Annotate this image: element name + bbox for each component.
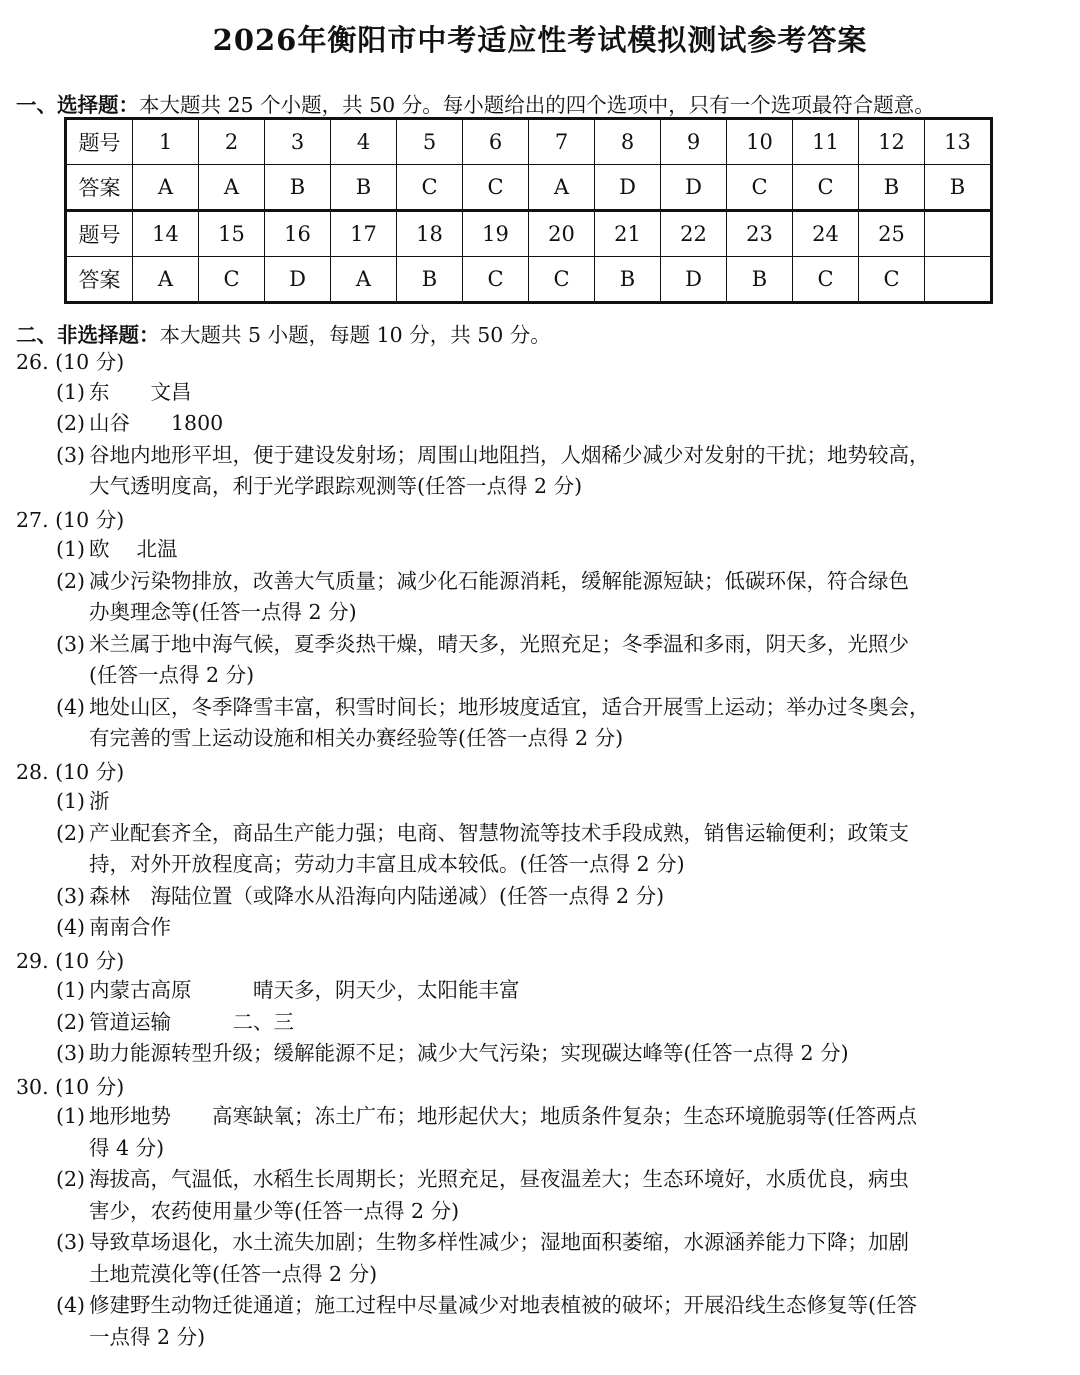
question-number-cell: 21 <box>595 211 661 257</box>
row-header-cell: 答案 <box>66 257 133 303</box>
answer-cell: A <box>133 165 199 211</box>
part-label: (4) <box>56 694 86 719</box>
question-number-cell: 20 <box>529 211 595 257</box>
answer-part <box>56 566 1058 629</box>
part-text: 产业配套齐全，商品生产能力强；电商、智慧物流等技术手段成熟，销售运输便利；政策支 <box>89 820 909 845</box>
part-label: (3) <box>56 883 86 908</box>
question-number-cell: 17 <box>331 211 397 257</box>
answer-cell: C <box>529 257 595 303</box>
answer-row <box>66 165 992 211</box>
part-text: 地形地势 高寒缺氧；冻土广布；地形起伏大；地质条件复杂；生态环境脆弱等(任答两点 <box>89 1104 917 1128</box>
answer-row <box>66 257 992 303</box>
part-label: (3) <box>56 1041 86 1065</box>
answer-cell: D <box>661 257 727 303</box>
question-number: 30. (10 分) <box>16 1074 125 1099</box>
question-number: 27. (10 分) <box>16 507 125 532</box>
question-number-cell: 13 <box>925 119 992 165</box>
answer-part <box>56 1101 1058 1164</box>
answer-part <box>56 692 1058 755</box>
answer-part <box>56 975 1058 1007</box>
part-text: 谷地内地形平坦，便于建设发射场；周围山地阻挡，人烟稀少减少对发射的干扰；地势较高， <box>89 442 930 467</box>
part-text: 欧 北温 <box>89 537 178 561</box>
part-text-continued: 办奥理念等(任答一点得 2 分) <box>89 600 357 624</box>
answer-cell: B <box>331 165 397 211</box>
answer-part <box>56 818 1058 881</box>
part-label: (2) <box>56 820 86 845</box>
part-label: (3) <box>56 1230 86 1254</box>
part-text-continued: (任答一点得 2 分) <box>89 663 255 687</box>
answer-cell: A <box>331 257 397 303</box>
section-2-label: 二、非选择题： <box>16 323 160 347</box>
question-number-cell: 16 <box>265 211 331 257</box>
question-number-cell: 3 <box>265 119 331 165</box>
answer-part <box>56 1038 1058 1070</box>
question-number-cell: 6 <box>463 119 529 165</box>
question-number-cell: 7 <box>529 119 595 165</box>
part-label: (1) <box>56 978 86 1002</box>
question-number-row <box>66 211 992 257</box>
part-text: 管道运输 二、三 <box>89 1009 294 1034</box>
answer-cell: C <box>727 165 793 211</box>
part-text-continued: 大气透明度高，利于光学跟踪观测等(任答一点得 2 分) <box>89 474 583 498</box>
part-label: (4) <box>56 915 86 939</box>
part-text-continued: 有完善的雪上运动设施和相关办赛经验等(任答一点得 2 分) <box>89 726 624 750</box>
answer-part <box>56 440 1058 503</box>
part-text: 森林 海陆位置（或降水从沿海向内陆递减）(任答一点得 2 分) <box>89 883 665 908</box>
answer-part <box>56 786 1058 818</box>
question-number-cell: 10 <box>727 119 793 165</box>
part-label: (2) <box>56 1167 86 1191</box>
row-header-cell: 题号 <box>66 119 133 165</box>
part-label: (1) <box>56 1104 86 1128</box>
part-text: 导致草场退化，水土流失加剧；生物多样性减少；湿地面积萎缩，水源涵养能力下降；加剧 <box>89 1230 909 1254</box>
answer-cell: D <box>265 257 331 303</box>
question-number-cell: 23 <box>727 211 793 257</box>
part-label: (2) <box>56 568 86 593</box>
row-header-cell: 题号 <box>66 211 133 257</box>
answer-part <box>56 912 1058 944</box>
answer-cell: C <box>463 165 529 211</box>
page-title: 2026年衡阳市中考适应性考试模拟测试参考答案 <box>212 23 868 57</box>
question-number-cell <box>925 211 992 257</box>
answer-cell: C <box>793 257 859 303</box>
answer-cell: D <box>661 165 727 211</box>
part-label: (3) <box>56 631 86 656</box>
question-number-cell: 1 <box>133 119 199 165</box>
section-2-description: 本大题共 5 小题，每题 10 分，共 50 分。 <box>159 323 551 347</box>
part-text: 减少污染物排放，改善大气质量；减少化石能源消耗，缓解能源短缺；低碳环保，符合绿色 <box>89 568 909 593</box>
answer-cell: C <box>463 257 529 303</box>
part-label: (1) <box>56 789 86 813</box>
answer-cell <box>925 257 992 303</box>
part-text: 东 文昌 <box>89 379 192 404</box>
part-text-continued: 害少，农药使用量少等(任答一点得 2 分) <box>89 1198 460 1223</box>
question-number-cell: 14 <box>133 211 199 257</box>
question-number-cell: 24 <box>793 211 859 257</box>
question-number-cell: 4 <box>331 119 397 165</box>
answer-cell: B <box>925 165 992 211</box>
question-number: 26. (10 分) <box>16 350 125 374</box>
question-number-cell: 2 <box>199 119 265 165</box>
part-text: 浙 <box>89 789 110 813</box>
part-label: (3) <box>56 442 86 467</box>
answer-cell: B <box>595 257 661 303</box>
multiple-choice-answer-table <box>64 117 993 304</box>
row-header-cell: 答案 <box>66 165 133 211</box>
section-1-heading <box>16 88 935 118</box>
question-number-cell: 18 <box>397 211 463 257</box>
answer-part <box>56 1227 1058 1290</box>
part-text: 助力能源转型升级；缓解能源不足；减少大气污染；实现碳达峰等(任答一点得 2 分) <box>89 1041 849 1065</box>
answer-part <box>56 881 1058 913</box>
answer-cell: B <box>859 165 925 211</box>
part-label: (4) <box>56 1293 86 1317</box>
part-label: (1) <box>56 537 86 561</box>
answer-part <box>56 1164 1058 1227</box>
section-2-heading <box>16 318 551 348</box>
answer-cell: C <box>793 165 859 211</box>
answer-part <box>56 629 1058 692</box>
part-label: (2) <box>56 1009 86 1034</box>
question-number-cell: 8 <box>595 119 661 165</box>
part-text-continued: 持，对外开放程度高；劳动力丰富且成本较低。(任答一点得 2 分) <box>89 852 685 876</box>
answer-cell: A <box>529 165 595 211</box>
question-number-cell: 9 <box>661 119 727 165</box>
part-text: 内蒙古高原 晴天多，阴天少，太阳能丰富 <box>89 978 520 1002</box>
answer-cell: C <box>397 165 463 211</box>
part-label: (1) <box>56 379 86 404</box>
question-number-cell: 19 <box>463 211 529 257</box>
question-number: 28. (10 分) <box>16 759 125 784</box>
answer-part <box>56 534 1058 566</box>
question-number-cell: 11 <box>793 119 859 165</box>
part-text-continued: 土地荒漠化等(任答一点得 2 分) <box>89 1261 378 1286</box>
answer-cell: C <box>199 257 265 303</box>
question-number-cell: 12 <box>859 119 925 165</box>
part-text-continued: 得 4 分) <box>89 1135 165 1160</box>
question-number-cell: 25 <box>859 211 925 257</box>
answer-part <box>56 408 1058 440</box>
part-text: 米兰属于地中海气候，夏季炎热干燥，晴天多，光照充足；冬季温和多雨，阴天多，光照少 <box>89 631 909 656</box>
answer-cell: D <box>595 165 661 211</box>
question-number-cell: 15 <box>199 211 265 257</box>
answer-part <box>56 377 1058 409</box>
question-number: 29. (10 分) <box>16 948 125 973</box>
answer-part <box>56 1290 1058 1353</box>
part-text-continued: 一点得 2 分) <box>89 1324 206 1349</box>
part-text: 地处山区，冬季降雪丰富，积雪时间长；地形坡度适宜，适合开展雪上运动；举办过冬奥会， <box>89 694 930 719</box>
answer-cell: B <box>727 257 793 303</box>
question-number-row <box>66 119 992 165</box>
part-text: 修建野生动物迁徙通道；施工过程中尽量减少对地表植被的破坏；开展沿线生态修复等(任答 <box>89 1293 917 1317</box>
answer-cell: A <box>133 257 199 303</box>
section-1-description: 本大题共 25 个小题，共 50 分。每小题给出的四个选项中，只有一个选项最符合题意。 <box>139 93 935 117</box>
answer-cell: B <box>265 165 331 211</box>
question-number-cell: 5 <box>397 119 463 165</box>
part-text: 南南合作 <box>89 915 171 939</box>
answer-cell: A <box>199 165 265 211</box>
answer-part <box>56 1007 1058 1039</box>
part-label: (2) <box>56 411 86 435</box>
answer-cell: C <box>859 257 925 303</box>
part-text: 山谷 1800 <box>89 411 224 435</box>
part-text: 海拔高，气温低，水稻生长周期长；光照充足，昼夜温差大；生态环境好，水质优良，病虫 <box>89 1167 909 1191</box>
section-1-label: 一、选择题： <box>16 93 139 117</box>
answer-cell: B <box>397 257 463 303</box>
question-number-cell: 22 <box>661 211 727 257</box>
